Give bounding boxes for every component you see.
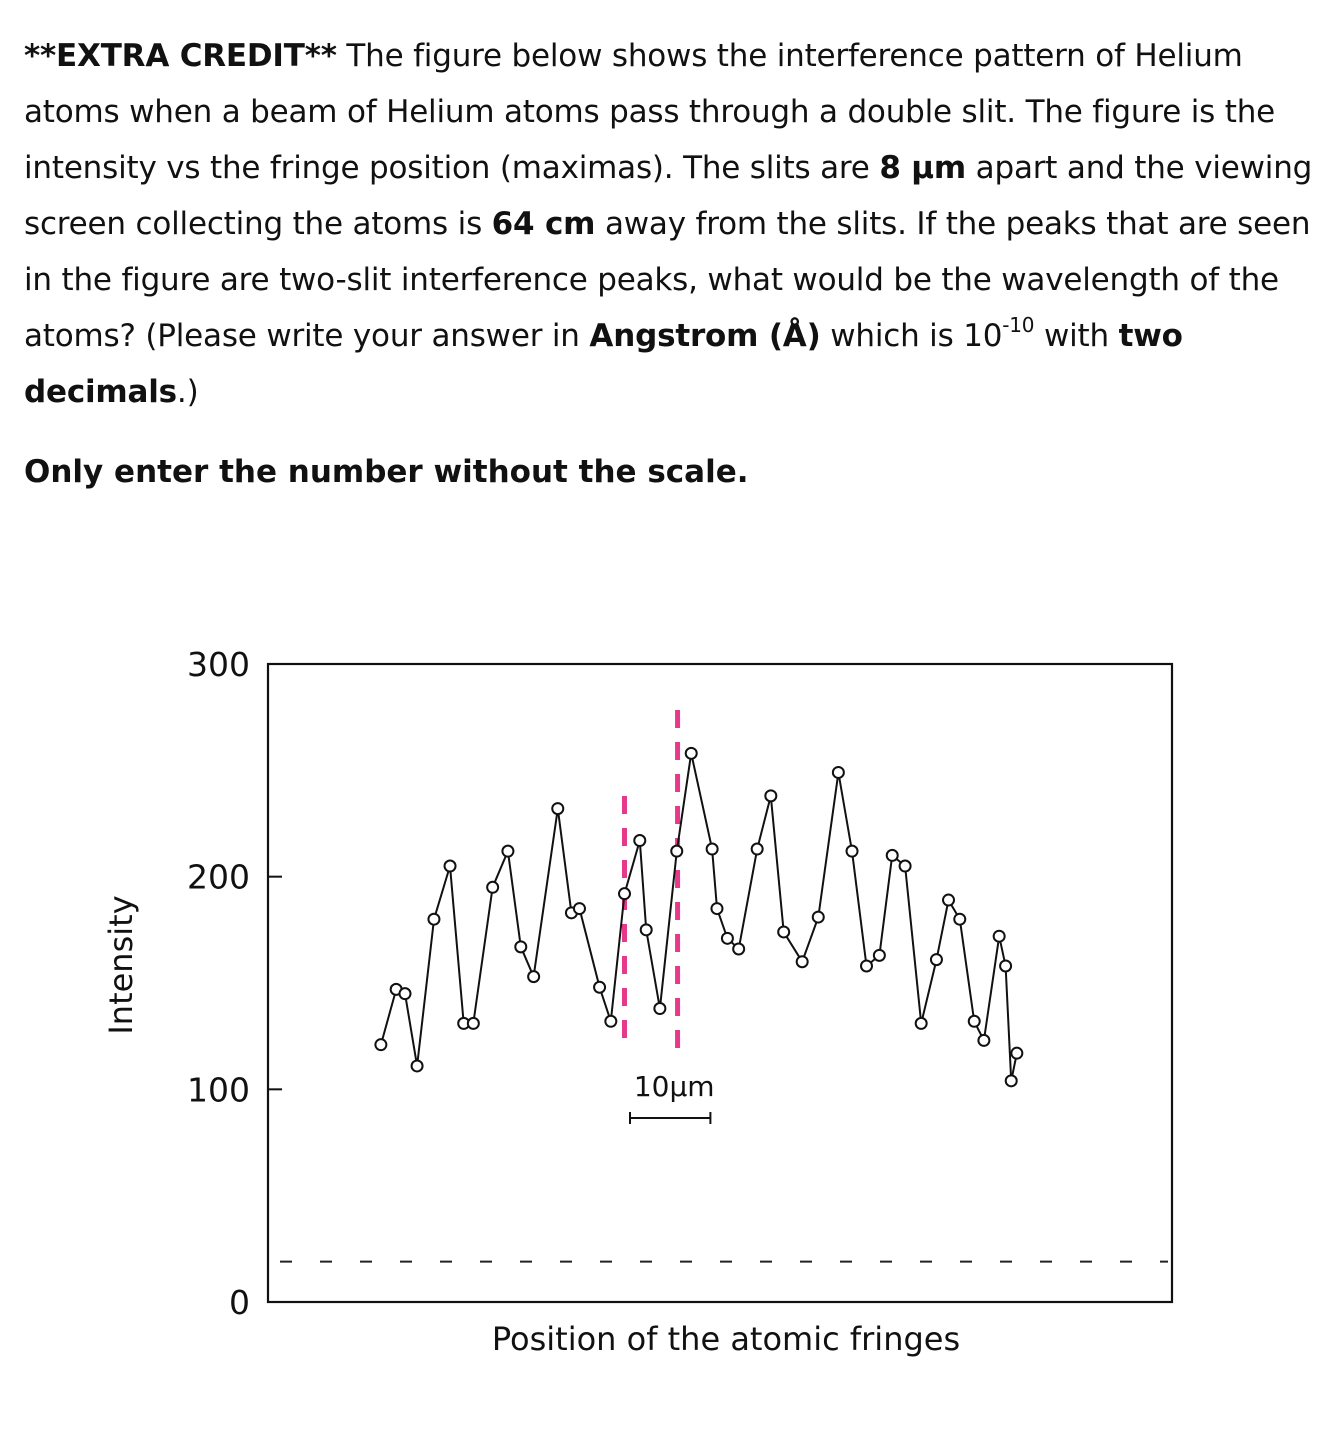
y-tick-label: 0 bbox=[229, 1283, 250, 1322]
data-point bbox=[619, 888, 630, 899]
data-point bbox=[861, 960, 872, 971]
extra-credit-label: **EXTRA CREDIT** bbox=[24, 38, 337, 74]
data-point bbox=[931, 954, 942, 965]
data-point bbox=[752, 844, 763, 855]
y-axis-label: Intensity bbox=[102, 895, 140, 1035]
exponent: -10 bbox=[1002, 313, 1035, 337]
question-part-5: with bbox=[1034, 318, 1119, 354]
data-point bbox=[969, 1016, 980, 1027]
data-point bbox=[833, 767, 844, 778]
scale-bar-label: 10μm bbox=[633, 1070, 715, 1103]
data-point bbox=[428, 914, 439, 925]
y-tick-label: 200 bbox=[187, 857, 250, 897]
question-part-4: which is 10 bbox=[820, 318, 1003, 354]
data-point bbox=[468, 1018, 479, 1029]
data-point bbox=[916, 1018, 927, 1029]
slit-separation: 8 μm bbox=[879, 150, 967, 186]
data-point bbox=[574, 903, 585, 914]
data-point bbox=[813, 912, 824, 923]
data-point bbox=[847, 846, 858, 857]
data-point bbox=[994, 931, 1005, 942]
data-point bbox=[1006, 1075, 1017, 1086]
data-point bbox=[654, 1003, 665, 1014]
screen-distance: 64 cm bbox=[491, 206, 596, 242]
y-tick-label: 100 bbox=[187, 1070, 250, 1110]
data-point bbox=[605, 1016, 616, 1027]
data-point bbox=[400, 988, 411, 999]
data-point bbox=[707, 844, 718, 855]
data-point bbox=[778, 926, 789, 937]
data-point bbox=[954, 914, 965, 925]
data-point bbox=[515, 941, 526, 952]
data-point bbox=[943, 895, 954, 906]
data-point bbox=[733, 943, 744, 954]
data-point bbox=[797, 956, 808, 967]
answer-unit: Angstrom (Å) bbox=[589, 318, 821, 354]
series-line bbox=[381, 753, 1011, 1081]
data-point bbox=[671, 846, 682, 857]
answer-instruction: Only enter the number without the scale. bbox=[24, 454, 749, 490]
question-part-6: .) bbox=[176, 374, 199, 410]
data-point bbox=[487, 882, 498, 893]
x-axis-label: Position of the atomic fringes bbox=[491, 1320, 961, 1358]
question-part-2: apart and the viewing screen collecting the atoms is bbox=[24, 150, 1313, 242]
data-point bbox=[412, 1060, 423, 1071]
data-point bbox=[502, 846, 513, 857]
data-point bbox=[375, 1039, 386, 1050]
data-point bbox=[1000, 960, 1011, 971]
data-point bbox=[874, 950, 885, 961]
data-point bbox=[722, 933, 733, 944]
data-point bbox=[445, 861, 456, 872]
data-point bbox=[686, 748, 697, 759]
question-part-1: The figure below shows the interference pattern of Helium atoms when a beam of Helium atoms pass through a double slit. The figure is the intensity vs the fringe position (maximas). The slits are bbox=[24, 38, 1276, 186]
data-point bbox=[594, 982, 605, 993]
data-point bbox=[978, 1035, 989, 1046]
y-tick-label: 300 bbox=[187, 645, 250, 684]
data-point bbox=[1011, 1048, 1022, 1059]
data-point bbox=[634, 835, 645, 846]
data-point bbox=[528, 971, 539, 982]
data-point bbox=[900, 861, 911, 872]
data-point bbox=[887, 850, 898, 861]
data-point bbox=[641, 924, 652, 935]
data-point bbox=[552, 803, 563, 814]
plot-frame bbox=[268, 664, 1172, 1302]
decimals-requirement: two decimals bbox=[24, 318, 1183, 410]
data-point bbox=[765, 790, 776, 801]
question-part-3: away from the slits. If the peaks that are seen in the figure are two-slit interference peaks, what would be the wavelength of the atoms? (Please write your answer in bbox=[24, 206, 1311, 354]
data-point bbox=[711, 903, 722, 914]
